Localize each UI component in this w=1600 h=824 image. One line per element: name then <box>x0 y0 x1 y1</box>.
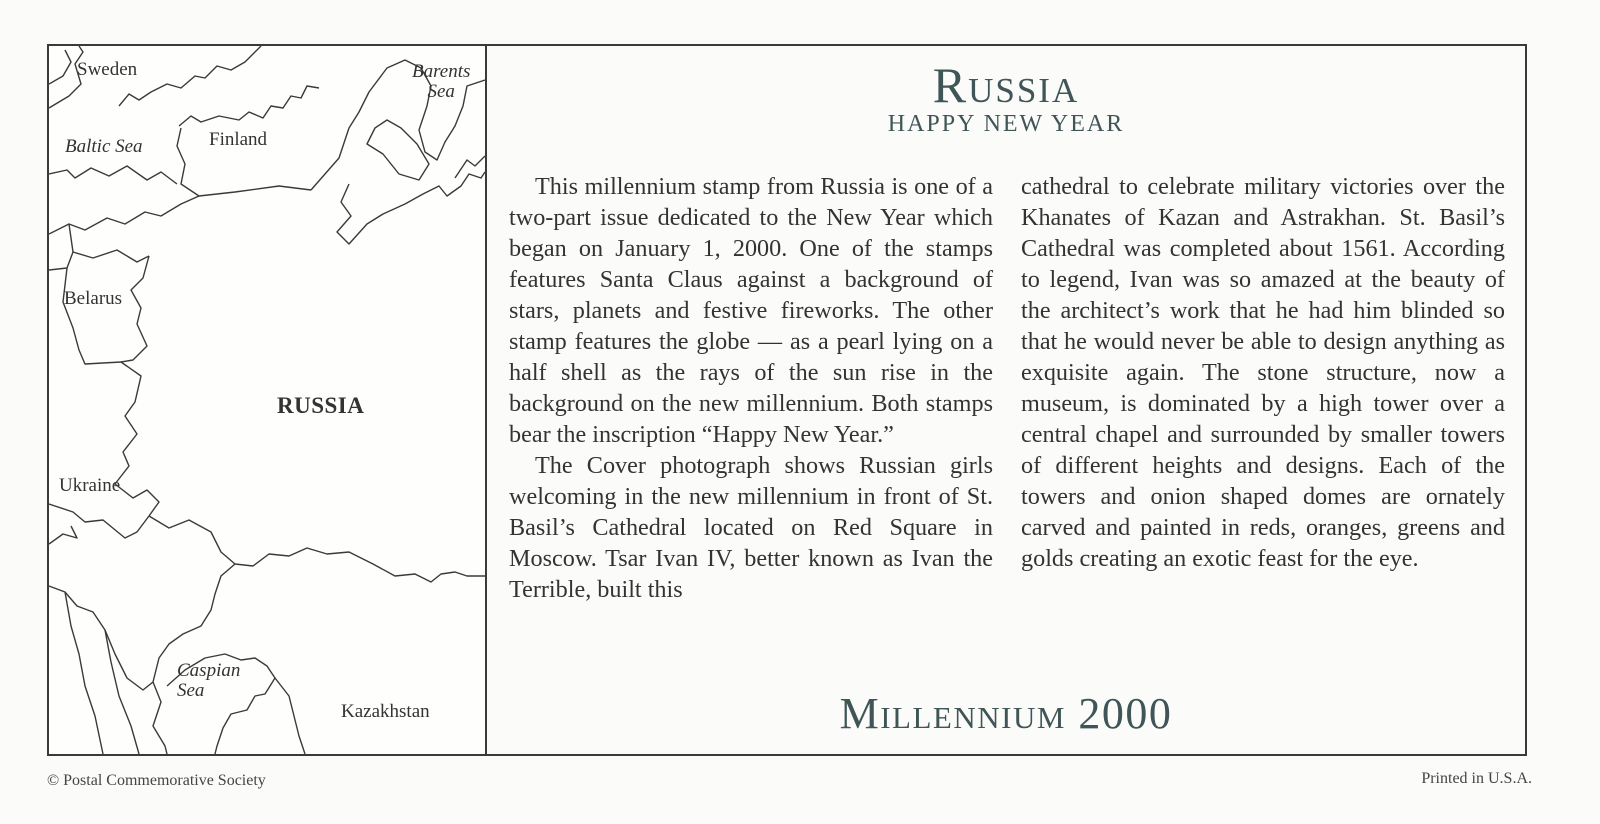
paragraph-stamp-description: This millennium stamp from Russia is one of a two-part issue dedicated to the New Year which began on January 1, 2000. One of the stamps features Santa Claus against a background of stars, planets and festive fireworks. The other stamp features the globe — as a pearl lying on a half shell as the rays of the sun rise in the background on the new millennium. Both stamps bear the inscription “Happy New Year.” <box>509 173 993 448</box>
paragraph-cathedral-history: cathedral to celebrate military victories over the Khanates of Kazan and Astrakhan. St. Basil’s Cathedral was completed about 1561. According to legend, Ivan was so amazed at the beauty of the architect’s work that he had him blinded so that he would never be able to design anything as exquisite again. The stone structure, now a museum, is dominated by a high tower over a central chapel and surrounded by smaller towers of different heights and designs. Each of the towers and onion shaped domes are ornately carved and painted in reds, oranges, greens and golds creating an exotic feast for the eye. <box>1021 173 1505 572</box>
ukraine-border-east <box>115 362 159 516</box>
barents-sea-label <box>412 62 470 102</box>
paragraph-cover-photo: The Cover photograph shows Russian girls welcoming in the new millennium in front of St. Basil’s Cathedral located on Red Square in Moscow. Tsar Ivan IV, better known as Ivan the Terrible, built this <box>509 452 993 603</box>
belarus-border-west <box>63 268 121 364</box>
printed-in-notice: Printed in U.S.A. <box>1421 770 1532 787</box>
finland-coast <box>49 166 177 184</box>
caucasus-inner2 <box>105 630 139 754</box>
baltic-sea-label: Baltic Sea <box>65 136 143 157</box>
caspian-sea-label-line1: Caspian <box>177 660 241 681</box>
russia-south-border <box>149 516 485 582</box>
text-column-right <box>1021 171 1505 574</box>
caucasus-inner <box>65 592 103 754</box>
description-panel <box>487 46 1525 754</box>
kazakhstan-label: Kazakhstan <box>341 701 430 722</box>
finland-label: Finland <box>209 129 268 150</box>
insert-card-frame <box>47 44 1527 756</box>
russia-label: RUSSIA <box>277 393 365 418</box>
belarus-border-north <box>73 250 149 262</box>
latvia-border <box>49 224 73 270</box>
belarus-label: Belarus <box>64 288 123 309</box>
barents-sea-label-line1: Barents <box>412 61 471 82</box>
kazakh-line <box>275 678 305 754</box>
belarus-border-east <box>121 256 149 362</box>
ukraine-coast <box>49 526 77 544</box>
sweden-label: Sweden <box>77 59 138 80</box>
ukraine-label: Ukraine <box>59 475 121 496</box>
page-title: Russia <box>932 57 1080 113</box>
baltic-coast <box>119 46 261 106</box>
caspian-shore <box>153 682 167 754</box>
finland-border <box>179 86 319 126</box>
region-map <box>49 46 487 754</box>
sweden-coast <box>49 50 71 84</box>
baltic-states-border <box>49 196 199 234</box>
caspian-sea-label-line2: Sea <box>177 679 205 701</box>
page-subtitle: HAPPY NEW YEAR <box>887 111 1125 137</box>
white-sea <box>337 172 485 244</box>
copyright-notice: © Postal Commemorative Society <box>47 772 266 789</box>
text-column-left <box>509 171 993 605</box>
caspian-sea-label <box>177 661 240 701</box>
millennium-title: Millennium 2000 <box>839 689 1173 738</box>
barents-sea-label-line2: Sea <box>427 80 455 102</box>
ukraine-border-south <box>49 504 149 538</box>
